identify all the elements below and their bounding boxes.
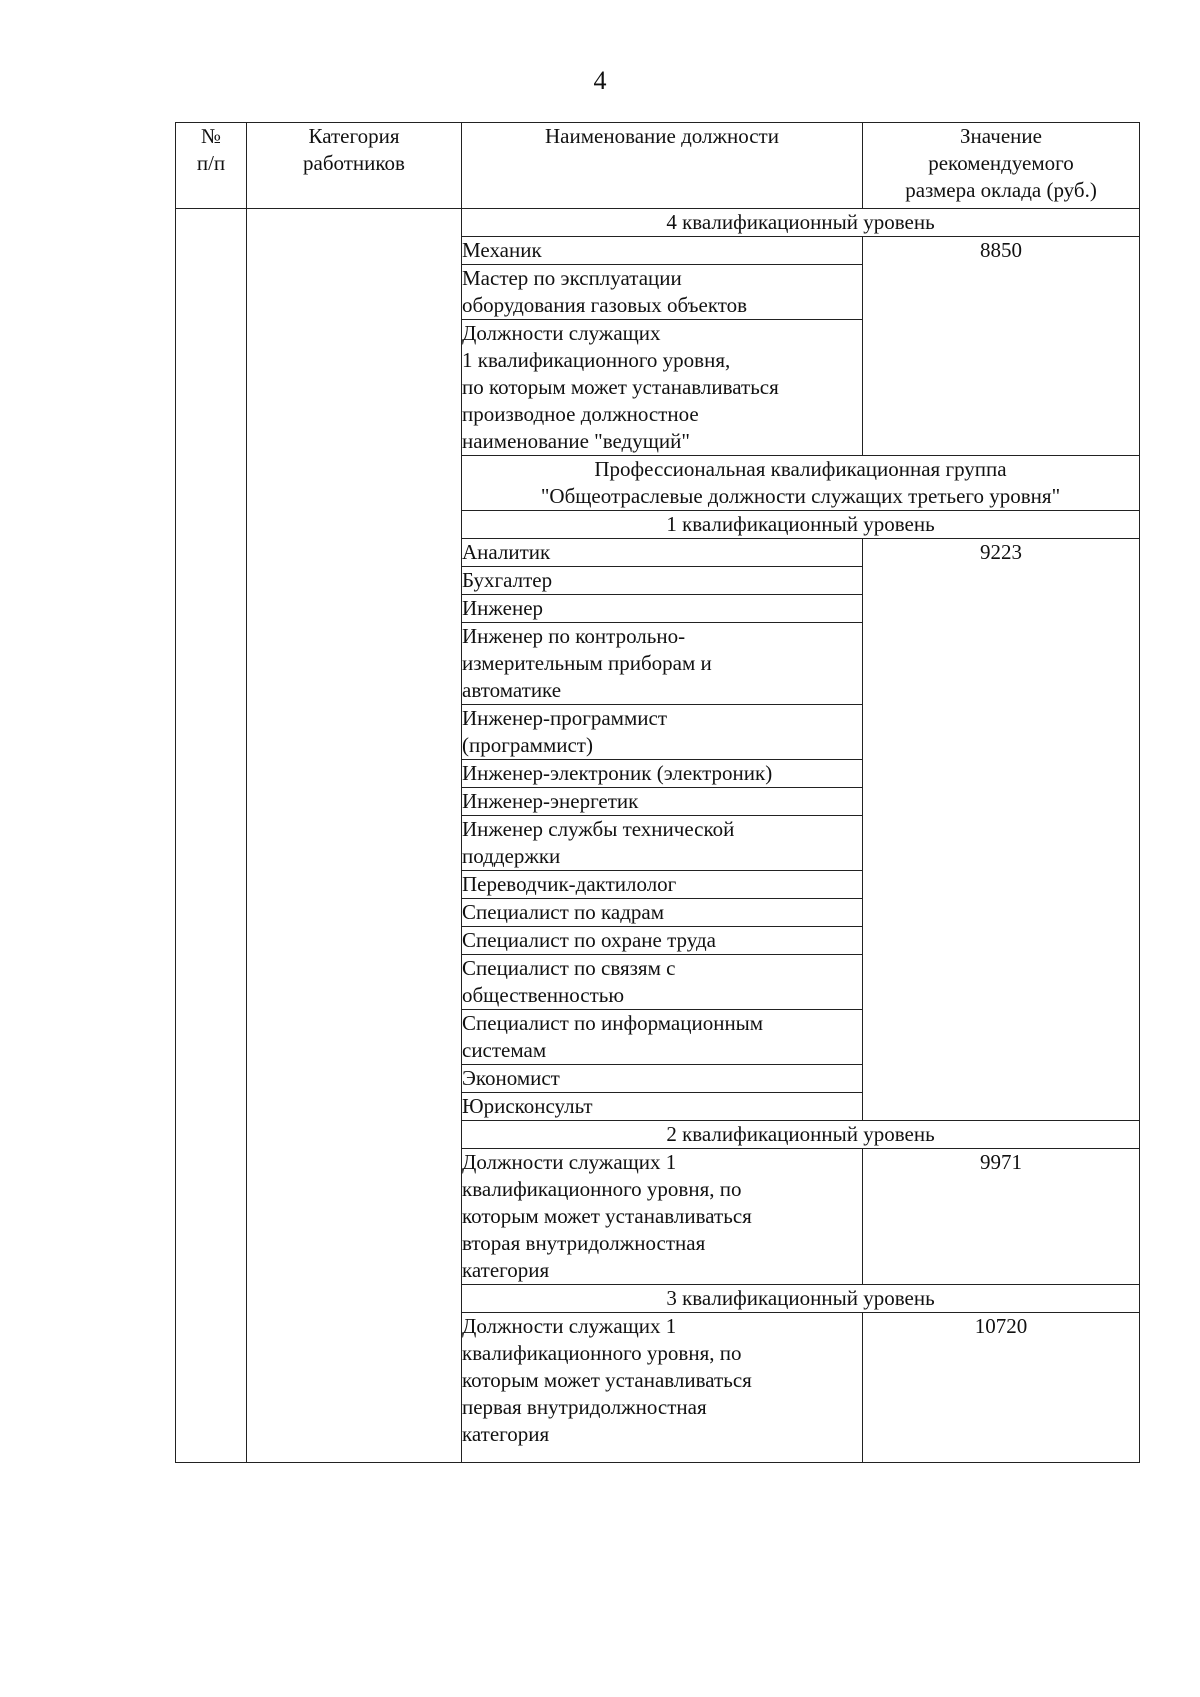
position-cell: Инженер по контрольно- измерительным приборам и автоматике	[462, 623, 863, 705]
salary-value: 10720	[863, 1313, 1140, 1463]
position-cell: Юрисконсульт	[462, 1093, 863, 1121]
header-number: № п/п	[176, 123, 247, 209]
position-cell: Инженер-программист (программист)	[462, 705, 863, 760]
position-cell: Должности служащих 1 квалификационного уровня, по которым может устанавливаться первая внутридолжностная категория	[462, 1313, 863, 1463]
position-cell: Аналитик	[462, 539, 863, 567]
header-salary: Значение рекомендуемого размера оклада (руб.)	[863, 123, 1140, 209]
salary-value: 8850	[863, 237, 1140, 456]
header-position: Наименование должности	[462, 123, 863, 209]
position-cell: Инженер-электроник (электроник)	[462, 760, 863, 788]
level-heading: 4 квалификационный уровень	[462, 209, 1140, 237]
position-cell: Должности служащих 1 квалификационного уровня, по которым может устанавливаться производное должностное наименование "ведущий"	[462, 320, 863, 456]
level-heading: 2 квалификационный уровень	[462, 1121, 1140, 1149]
level-heading: 1 квалификационный уровень	[462, 511, 1140, 539]
position-cell: Инженер-энергетик	[462, 788, 863, 816]
table-header-row	[176, 123, 1140, 209]
position-cell: Специалист по кадрам	[462, 899, 863, 927]
position-cell: Специалист по связям с общественностью	[462, 955, 863, 1010]
position-cell: Механик	[462, 237, 863, 265]
salary-table	[175, 122, 1140, 1463]
salary-value: 9223	[863, 539, 1140, 1121]
category-cell	[247, 209, 462, 1463]
position-cell: Переводчик-дактилолог	[462, 871, 863, 899]
page-number: 4	[593, 66, 607, 95]
position-cell: Экономист	[462, 1065, 863, 1093]
number-cell	[176, 209, 247, 1463]
level-heading: 3 квалификационный уровень	[462, 1285, 1140, 1313]
position-cell: Должности служащих 1 квалификационного уровня, по которым может устанавливаться вторая внутридолжностная категория	[462, 1149, 863, 1285]
position-cell: Специалист по охране труда	[462, 927, 863, 955]
position-cell: Специалист по информационным системам	[462, 1010, 863, 1065]
position-cell: Инженер	[462, 595, 863, 623]
header-category: Категория работников	[247, 123, 462, 209]
position-cell: Мастер по эксплуатации оборудования газовых объектов	[462, 265, 863, 320]
group-heading: Профессиональная квалификационная группа "Общеотраслевые должности служащих третьего уровня"	[462, 456, 1140, 511]
position-cell: Инженер службы технической поддержки	[462, 816, 863, 871]
level-row	[176, 209, 1140, 237]
position-cell: Бухгалтер	[462, 567, 863, 595]
salary-value: 9971	[863, 1149, 1140, 1285]
